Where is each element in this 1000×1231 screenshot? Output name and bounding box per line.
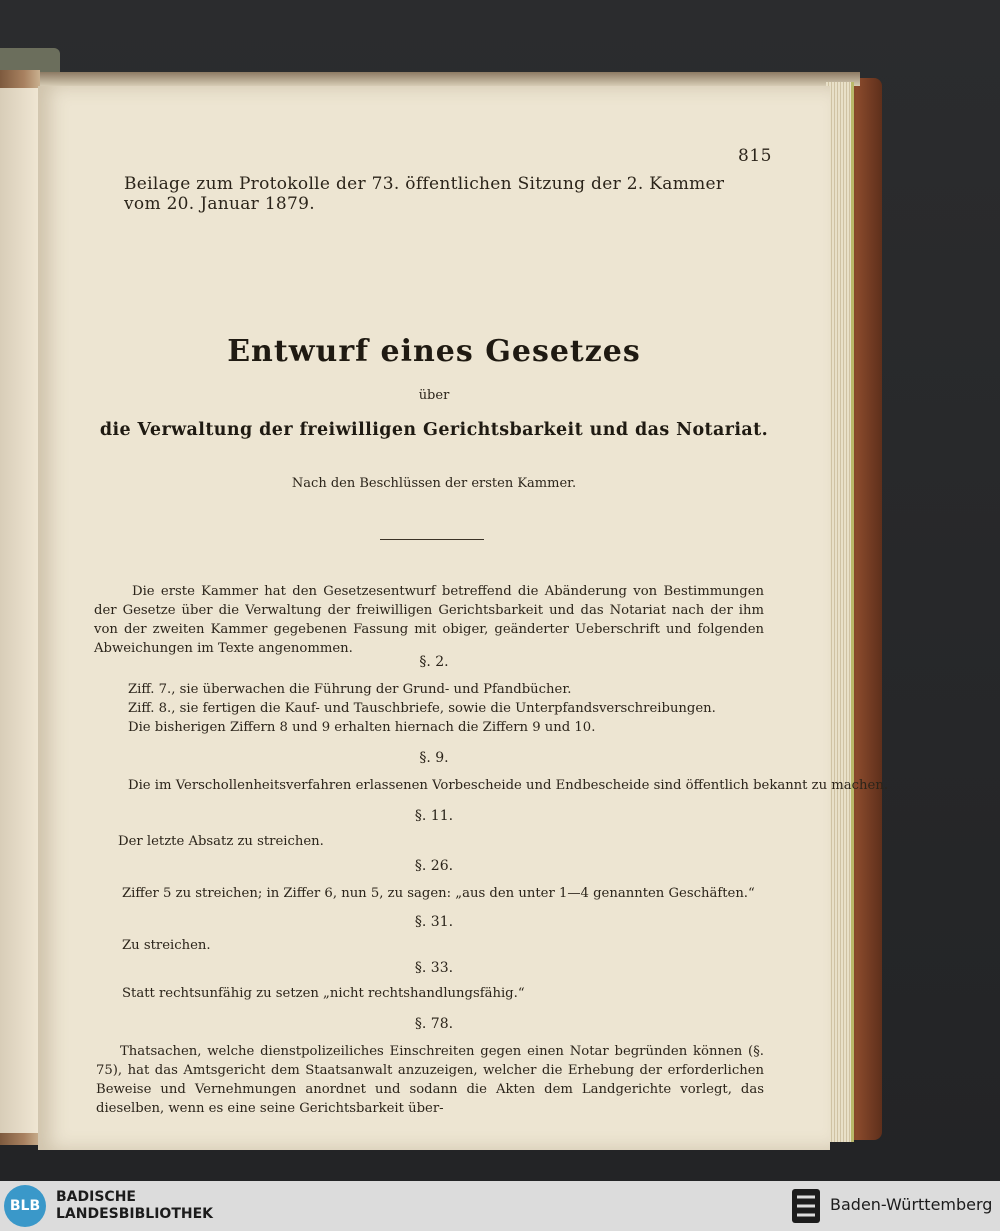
section-heading: §. 11. — [414, 808, 454, 824]
section-line: Die im Verschollenheitsverfahren erlassenen Vorbescheide und Endbescheide sind öffentlich bekannt zu machen. — [128, 778, 889, 793]
document-subtitle: die Verwaltung der freiwilligen Gerichtsbarkeit und das Notariat. — [99, 420, 769, 440]
section-line: Zu streichen. — [122, 938, 211, 953]
section-line: Ziffer 5 zu streichen; in Ziffer 6, nun 5, zu sagen: „aus den unter 1—4 genannten Geschäften.“ — [122, 886, 755, 901]
page-stack-edge — [826, 82, 854, 1142]
section-heading: §. 26. — [414, 858, 454, 874]
document-page — [38, 86, 889, 1150]
lions-emblem-icon — [790, 1187, 822, 1225]
section-paragraph: Thatsachen, welche dienstpolizeiliches Einschreiten gegen einen Notar begründen können (§. 75), hat das Amtsgericht dem Staatsanwalt anzuzeigen, welcher die Erhebung der erforderlichen Beweise und Vernehmungen anordnet und sodann die Akten dem Landgerichte vorlegt, das dieselben, wenn es eine seine Gerichtsbarkeit über- — [96, 1044, 764, 1116]
page-header: Beilage zum Protokolle der 73. öffentlichen Sitzung der 2. Kammer vom 20. Januar 1879. — [124, 174, 725, 214]
section-heading: §. 33. — [414, 960, 454, 976]
library-name-line2: LANDESBIBLIOTHEK — [56, 1206, 214, 1222]
title-connector: über — [418, 388, 450, 403]
page-edge-top — [40, 72, 860, 86]
intro-paragraph: Die erste Kammer hat den Gesetzesentwurf betreffend die Abänderung von Bestimmungen der Gesetze über die Verwaltung der freiwilligen Gerichtsbarkeit und das Notariat nach der ihm von der zweiten Kammer gegebenen Fassung mit obiger, geänderter Ueberschrift und folgenden Abweichungen im Texte angenommen. — [94, 584, 764, 656]
section-heading: §. 78. — [414, 1016, 454, 1032]
page-number: 815 — [738, 146, 772, 166]
resolution-note: Nach den Beschlüssen der ersten Kammer. — [291, 476, 577, 491]
library-name[interactable] — [56, 1189, 213, 1223]
section-heading: §. 31. — [414, 914, 454, 930]
section-heading: §. 9. — [419, 750, 449, 766]
blb-logo-icon[interactable]: BLB — [4, 1185, 46, 1227]
left-page-edge — [0, 88, 38, 1133]
section-line: Der letzte Absatz zu streichen. — [118, 834, 324, 849]
footer-banner — [0, 1181, 1000, 1231]
section-line: Ziff. 8., sie fertigen die Kauf- und Tauschbriefe, sowie die Unterpfandsverschreibungen. — [128, 701, 716, 716]
state-name[interactable]: Baden-Württemberg — [830, 1195, 993, 1214]
section-line: Statt rechtsunfähig zu setzen „nicht rechtshandlungsfähig.“ — [122, 986, 525, 1001]
section-heading: §. 2. — [419, 654, 449, 670]
library-name-line1: BADISCHE — [56, 1189, 136, 1205]
section-line: Die bisherigen Ziffern 8 und 9 erhalten hiernach die Ziffern 9 und 10. — [128, 720, 596, 735]
divider-rule — [380, 539, 484, 540]
section-line: Ziff. 7., sie überwachen die Führung der Grund- und Pfandbücher. — [128, 682, 572, 697]
document-title: Entwurf eines Gesetzes — [227, 334, 641, 369]
